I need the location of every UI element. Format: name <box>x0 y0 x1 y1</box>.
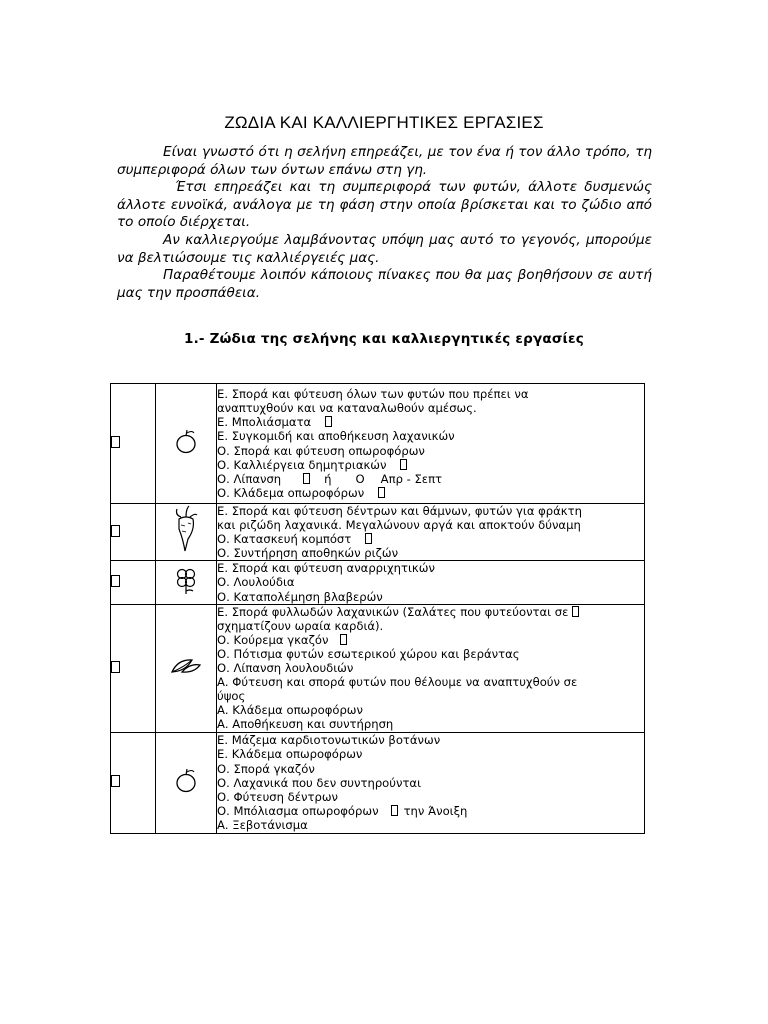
work-line <box>217 633 644 647</box>
work-line: Α. Κλάδεμα οπωροφόρων <box>217 703 363 718</box>
work-line: Ο. Σπορά γκαζόν <box>217 761 315 776</box>
work-line-text: Ο. Κούρεμα γκαζόν <box>217 632 329 647</box>
work-line <box>217 486 644 500</box>
zodiac-picture-cell <box>156 604 217 732</box>
work-line: Ο. Καταπολέμηση βλαβερών <box>217 589 383 604</box>
flower-icon <box>173 565 199 595</box>
symbol-box-icon <box>325 416 332 427</box>
work-line-text: Ο <box>355 471 365 486</box>
zodiac-symbol-cell <box>111 561 156 604</box>
section-title: 1.- Ζώδια της σελήνης και καλλιεργητικές εργασίες <box>184 331 584 347</box>
work-line <box>217 415 644 429</box>
work-line-text: την Άνοιξη <box>403 803 468 818</box>
work-line <box>217 458 644 472</box>
zodiac-picture-cell <box>156 561 217 604</box>
work-line: Ο. Λαχανικά που δεν συντηρούνται <box>217 775 422 790</box>
work-line <box>217 472 644 486</box>
zodiac-picture-cell <box>156 384 217 504</box>
work-line-text: Απρ - Σεπτ <box>380 471 443 486</box>
zodiac-symbol-icon <box>111 661 120 673</box>
work-line: Ο. Λουλούδια <box>217 575 295 590</box>
work-line-text: Ο. Μπόλιασμα οπωροφόρων <box>217 803 379 818</box>
zodiac-symbol-icon <box>111 436 120 448</box>
work-line-text: Ο. Κατασκευή κομπόστ <box>217 532 352 547</box>
intro-paragraph: Παραθέτουμε λοιπόν κάποιους πίνακες που θα μας βοηθήσουν σε αυτή μας την προσπάθεια. <box>117 267 652 301</box>
zodiac-picture-cell <box>156 732 217 833</box>
zodiac-symbol-icon <box>111 525 120 537</box>
works-cell <box>217 504 645 561</box>
symbol-box-icon <box>400 459 407 470</box>
intro-paragraph: Αν καλλιεργούμε λαμβάνοντας υπόψη μας αυτό το γεγονός, μπορούμε να βελτιώσουμε τις καλλιέργειές μας. <box>117 231 652 266</box>
table-row <box>111 384 645 504</box>
work-line: Ο. Σπορά και φύτευση οπωροφόρων <box>217 443 425 458</box>
zodiac-symbol-cell <box>111 604 156 732</box>
table-row <box>111 732 645 833</box>
work-line-text: Ο. Λίπανση <box>217 471 282 486</box>
works-cell <box>217 384 645 504</box>
work-line: Ε. Σπορά και φύτευση δέντρων και θάμνων, φυτών για φράκτη <box>217 504 582 518</box>
work-line: Ε. Σπορά και φύτευση αναρριχητικών <box>217 561 435 576</box>
symbol-box-icon <box>303 473 310 484</box>
works-cell <box>217 561 645 604</box>
fruit-icon <box>174 767 198 793</box>
table-row <box>111 561 645 604</box>
work-line-text: ή <box>324 471 332 486</box>
intro-paragraph: Έτσι επηρεάζει και τη συμπεριφορά των φυτών, άλλοτε δυσμενώς άλλοτε ευνοϊκά, ανάλογα με τη φάση στην οποία βρίσκεται και το ζώδιο από το οποίο διέρχεται. <box>117 179 652 231</box>
works-cell <box>217 732 645 833</box>
symbol-box-icon <box>365 533 372 544</box>
table-row <box>111 604 645 732</box>
work-line: Ο. Πότισμα φυτών εσωτερικού χώρου και βεράντας <box>217 647 520 662</box>
document-title: ΖΩΔΙΑ ΚΑΙ ΚΑΛΛΙΕΡΓΗΤΙΚΕΣ ΕΡΓΑΣΙΕΣ <box>224 113 544 133</box>
table-row <box>111 504 645 561</box>
work-line: Ο. Φύτευση δέντρων <box>217 789 339 804</box>
work-line: σχηματίζουν ωραία καρδιά). <box>217 618 384 633</box>
work-line-text: Ο. Καλλιέργεια δημητριακών <box>217 457 387 472</box>
leaf-icon <box>170 657 202 675</box>
work-line-text: Ο. Κλάδεμα οπωροφόρων <box>217 485 365 500</box>
work-line <box>217 804 644 818</box>
work-line: Ε. Συγκομιδή και αποθήκευση λαχανικών <box>217 429 455 444</box>
zodiac-symbol-icon <box>111 775 120 787</box>
work-line: Ο. Λίπανση λουλουδιών <box>217 661 354 676</box>
work-line: Α. Ξεβοτάνισμα <box>217 817 308 832</box>
symbol-box-icon <box>391 805 398 816</box>
work-line-text: Ε. Σπορά φυλλωδών λαχανικών (Σαλάτες που φυτεύονται σε <box>217 604 569 619</box>
work-line: Ε. Μάζεμα καρδιοτονωτικών βοτάνων <box>217 733 441 748</box>
intro-text <box>117 144 652 302</box>
zodiac-symbol-cell <box>111 384 156 504</box>
fruit-icon <box>174 428 198 454</box>
work-line <box>217 532 644 546</box>
work-line <box>217 605 644 619</box>
zodiac-symbol-icon <box>111 575 120 587</box>
work-line: Ο. Συντήρηση αποθηκών ριζών <box>217 546 399 561</box>
zodiac-symbol-cell <box>111 732 156 833</box>
intro-paragraph: Είναι γνωστό ότι η σελήνη επηρεάζει, με τον ένα ή τον άλλο τρόπο, τη συμπεριφορά όλων των όντων επάνω στη γη. <box>117 144 652 178</box>
work-line: Α. Αποθήκευση και συντήρηση <box>217 717 394 732</box>
works-cell <box>217 604 645 732</box>
symbol-box-icon <box>572 606 579 617</box>
zodiac-picture-cell <box>156 504 217 561</box>
work-line: Ε. Κλάδεμα οπωροφόρων <box>217 747 363 762</box>
work-line: αναπτυχθούν και να καταναλωθούν αμέσως. <box>217 401 477 416</box>
work-line: ύψος <box>217 689 246 704</box>
zodiac-works-table <box>110 383 645 834</box>
symbol-box-icon <box>378 487 385 498</box>
root-vegetable-icon <box>173 505 199 555</box>
work-line: και ριζώδη λαχανικά. Μεγαλώνουν αργά και αποκτούν δύναμη <box>217 518 581 533</box>
zodiac-symbol-cell <box>111 504 156 561</box>
symbol-box-icon <box>340 634 347 645</box>
work-line-text: Ε. Μπολιάσματα <box>217 415 312 430</box>
work-line: Α. Φύτευση και σπορά φυτών που θέλουμε να αναπτυχθούν σε <box>217 675 578 690</box>
work-line: Ε. Σπορά και φύτευση όλων των φυτών που πρέπει να <box>217 387 529 402</box>
